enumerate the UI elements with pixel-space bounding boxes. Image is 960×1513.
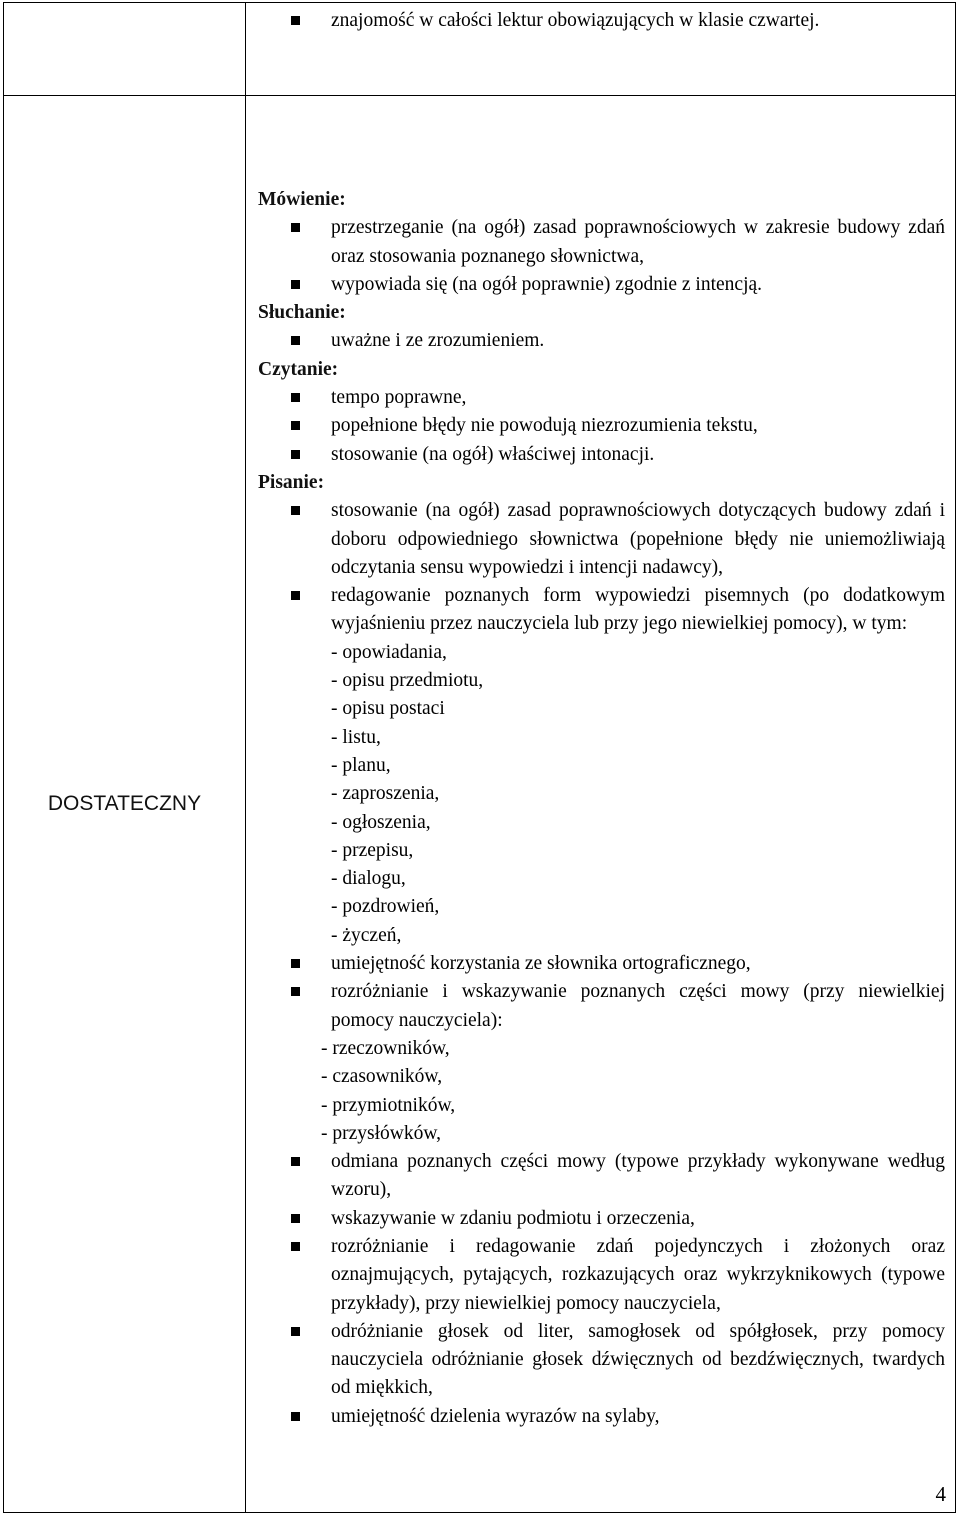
bullet-item: stosowanie (na ogół) właściwej intonacji. <box>246 441 955 469</box>
bullet-item: tempo poprawne, <box>246 384 955 412</box>
bullet-item: uważne i ze zrozumieniem. <box>246 327 955 355</box>
part-of-speech-item: - czasowników, <box>321 1066 443 1088</box>
bullet-item: wskazywanie w zdaniu podmiotu i orzeczenia, <box>246 1205 955 1233</box>
bullet-item: znajomość w całości lektur obowiązujących w klasie czwartej. <box>246 7 955 35</box>
page-number: 4 <box>935 1482 946 1506</box>
bullet-item: przestrzeganie (na ogół) zasad poprawnościowych w zakresie budowy zdań oraz stosowania poznanego słownictwa, <box>246 214 955 271</box>
form-list-item: - zaproszenia, <box>331 783 440 805</box>
part-of-speech-item: - rzeczowników, <box>321 1037 450 1059</box>
form-list-item: - dialogu, <box>331 868 406 890</box>
form-list-item: - opowiadania, <box>331 641 447 663</box>
bullet-item: rozróżnianie i redagowanie zdań pojedynczych i złożonych oraz oznajmujących, pytających, rozkazujących oraz wykrzyknikowych (typowe przykłady), przy niewielkiej pomocy nauczyciela, <box>246 1233 955 1318</box>
bullet-item: popełnione błędy nie powodują niezrozumienia tekstu, <box>246 412 955 440</box>
bullet-item: odróżnianie głosek od liter, samogłosek od spółgłosek, przy pomocy nauczyciela odróżnianie głosek dźwięcznych od bezdźwięcznych, twardych od miękkich, <box>246 1318 955 1403</box>
bullet-item: rozróżnianie i wskazywanie poznanych części mowy (przy niewielkiej pomocy nauczyciela): <box>246 978 955 1035</box>
form-list-item: - planu, <box>331 754 391 776</box>
part-of-speech-item: - przymiotników, <box>321 1094 456 1116</box>
form-list-item: - opisu przedmiotu, <box>331 670 484 692</box>
form-list-item: - opisu postaci <box>331 698 445 720</box>
grade-cell-empty <box>4 3 246 96</box>
section-heading-mowienie: Mówienie: <box>258 189 346 210</box>
bullet-item: odmiana poznanych części mowy (typowe przykłady wykonywane według wzoru), <box>246 1148 955 1205</box>
part-of-speech-item: - przysłówków, <box>321 1122 442 1144</box>
section-heading-pisanie: Pisanie: <box>258 471 325 493</box>
table-row <box>4 96 956 1513</box>
grade-label: DOSTATECZNY <box>4 96 246 1513</box>
bullet-item: wypowiada się (na ogół poprawnie) zgodnie z intencją. <box>246 271 955 299</box>
bullet-item: umiejętność dzielenia wyrazów na sylaby, <box>246 1403 955 1431</box>
section-heading-sluchanie: Słuchanie: <box>258 302 346 324</box>
requirements-cell <box>246 3 956 96</box>
requirements-table <box>3 2 956 1513</box>
bullet-item: redagowanie poznanych form wypowiedzi pisemnych (po dodatkowym wyjaśnieniu przez nauczyciela lub przy jego niewielkiej pomocy), w tym: <box>246 582 955 639</box>
form-list-item: - pozdrowień, <box>331 896 440 918</box>
bullet-item: stosowanie (na ogół) zasad poprawnościowych dotyczących budowy zdań i doboru odpowiedniego słownictwa (popełnione błędy nie uniemożliwiają odczytania sensu wypowiedzi i intencji nadawcy), <box>246 497 955 582</box>
requirements-cell <box>246 96 956 1513</box>
form-list-item: - ogłoszenia, <box>331 811 431 833</box>
form-list-item: - życzeń, <box>331 924 402 946</box>
table-row <box>4 3 956 96</box>
bullet-item: umiejętność korzystania ze słownika ortograficznego, <box>246 950 955 978</box>
form-list-item: - listu, <box>331 726 381 748</box>
section-heading-czytanie: Czytanie: <box>258 358 339 380</box>
form-list-item: - przepisu, <box>331 839 414 861</box>
